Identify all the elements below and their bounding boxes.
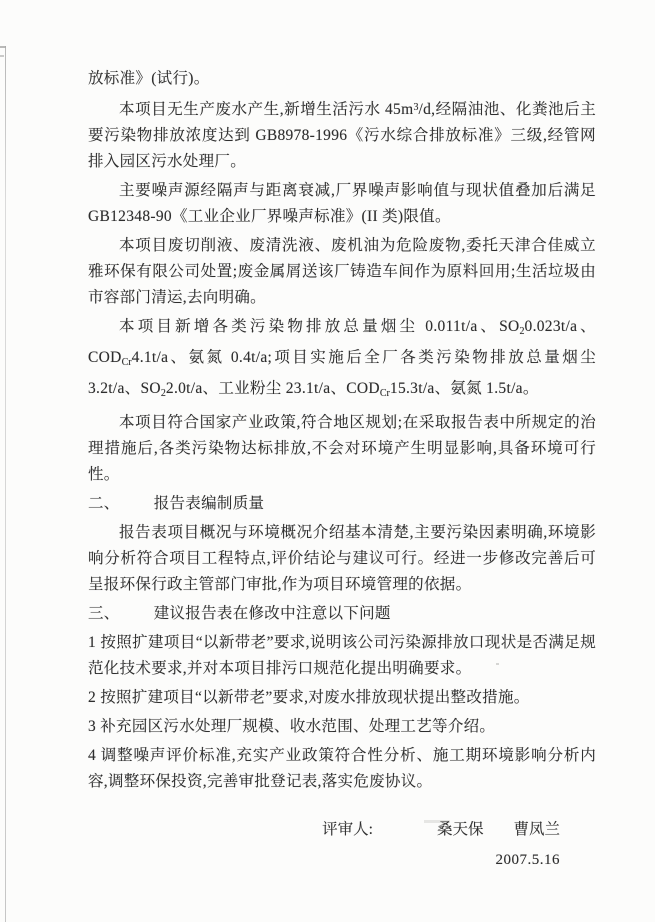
reviewer-name-1: 桑天保	[436, 821, 484, 838]
numbered-item-4: 4 调整噪声评价标准,充实产业政策符合性分析、施工期环境影响分析内容,调整环保投资,完善审批登记表,落实危废协议。	[88, 747, 596, 790]
numbered-item-1: 1 按照扩建项目“以新带老”要求,说明该公司污染源排放口现状是否满足规范化技术要求,并对本项目排污口规范化提出明确要求。	[88, 634, 596, 677]
paragraph-hazardous-waste: 本项目废切削液、废清洗液、废机油为危险废物,委托天津合佳威立雅环保有限公司处置;废金属屑送该厂铸造车间作为原料回用;生活垃圾由市容部门清运,去向明确。	[88, 237, 596, 306]
reviewer-name-2: 曹凤兰	[513, 821, 560, 838]
scan-edge-mark-artifact	[0, 46, 6, 48]
review-date: 2007.5.16	[495, 852, 560, 868]
paragraph-pollutant-totals: 本项目新增各类污染物排放总量烟尘 0.011t/a、SO20.023t/a、CODCr4.1t/a、氨氮 0.4t/a;项目实施后全厂各类污染物排放总量烟尘 3.2t/a、SO22.0t/a、工业粉尘 23.1t/a、CODCr15.3t/a、氨氮 1.5t/a。	[88, 318, 596, 399]
reviewer-label: 评审人:	[322, 821, 373, 838]
scan-edge-mark-artifact	[0, 55, 4, 57]
paragraph-wastewater: 本项目无生产废水产生,新增生活污水 $45m^3/d$,经隔油池、化粪池后主要污染物排放浓度达到 GB8978-1996《污水综合排放标准》三级,经管网排入园区污水处理厂。	[88, 101, 596, 170]
numbered-item-3: 3 补充园区污水处理厂规模、收水范围、处理工艺等介绍。	[88, 718, 496, 735]
paragraph-policy-conclusion: 本项目符合国家产业政策,符合地区规划;在采取报告表中所规定的治理措施后,各类污染物达标排放,不会对环境产生明显影响,具备环境可行性。	[88, 414, 596, 483]
signature-row	[88, 817, 596, 843]
section-heading-3: 三、 建议报告表在修改中注意以下问题	[88, 605, 391, 622]
paragraph-report-quality: 报告表项目概况与环境概况介绍基本清楚,主要污染因素明确,环境影响分析符合项目工程特点,评价结论与建议可行。经进一步修改完善后可呈报环保行政主管部门审批,作为项目环境管理的依据。	[88, 524, 596, 593]
document-body	[88, 66, 596, 871]
continuation-line: 放标准》(试行)。	[88, 70, 210, 87]
numbered-item-2: 2 按照扩建项目“以新带老”要求,对废水排放现状提出整改措施。	[88, 689, 530, 706]
scan-edge-line-artifact	[5, 46, 6, 922]
paragraph-noise: 主要噪声源经隔声与距离衰减,厂界噪声影响值与现状值叠加后满足GB12348-90《工业企业厂界噪声标准》(II 类)限值。	[88, 182, 596, 225]
date-row	[88, 849, 596, 871]
section-heading-2: 二、 报告表编制质量	[88, 495, 265, 512]
